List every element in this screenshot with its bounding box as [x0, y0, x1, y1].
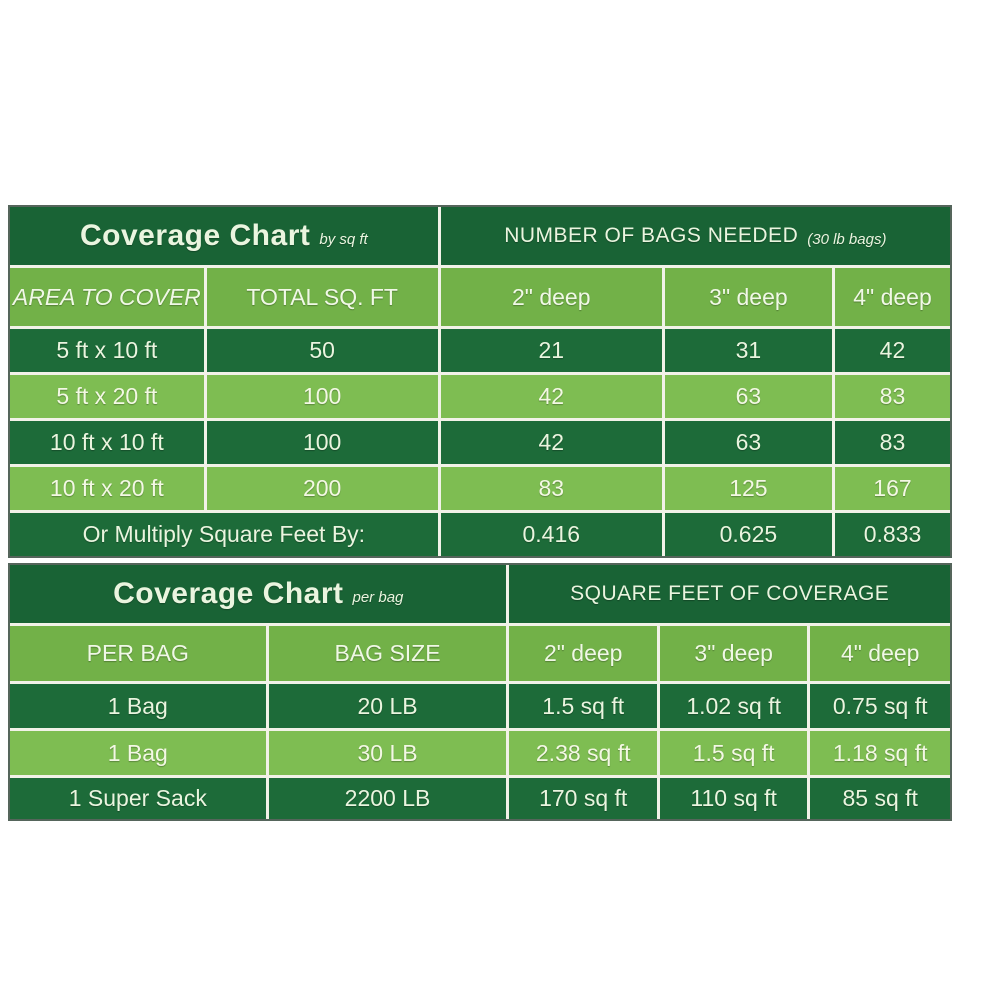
column-header-3in-deep: 3" deep [665, 268, 832, 326]
table-cell: 5 ft x 10 ft [10, 329, 204, 372]
table-cell: 63 [665, 421, 832, 464]
column-header-bag-size: BAG SIZE [269, 626, 507, 681]
table2-title: Coverage Chart [113, 577, 344, 610]
multiplier-value-2in: 0.416 [441, 513, 662, 556]
table1-title-cell [10, 207, 438, 265]
multiplier-value-4in: 0.833 [835, 513, 950, 556]
table2-group-header: SQUARE FEET OF COVERAGE [570, 582, 890, 605]
table1-title-note: by sq ft [319, 230, 368, 248]
column-header-2in-deep: 2" deep [509, 626, 656, 681]
table-cell: 21 [441, 329, 662, 372]
table-cell: 1 Super Sack [10, 778, 266, 819]
column-header-3in-deep: 3" deep [660, 626, 807, 681]
table-cell: 42 [441, 421, 662, 464]
table-cell: 1 Bag [10, 684, 266, 728]
table-cell: 1.5 sq ft [660, 731, 807, 775]
multiplier-value-3in: 0.625 [665, 513, 832, 556]
table-cell: 1.5 sq ft [509, 684, 656, 728]
table-cell: 2200 LB [269, 778, 507, 819]
table-cell: 50 [207, 329, 438, 372]
table-cell: 167 [835, 467, 950, 510]
table-cell: 31 [665, 329, 832, 372]
table1-group-header: NUMBER OF BAGS NEEDED [504, 224, 799, 247]
table1-title: Coverage Chart [79, 219, 311, 252]
table-cell: 83 [835, 375, 950, 418]
table-cell: 83 [441, 467, 662, 510]
table-cell: 100 [207, 375, 438, 418]
table-cell: 1.18 sq ft [810, 731, 950, 775]
table-cell: 125 [665, 467, 832, 510]
multiplier-label: Or Multiply Square Feet By: [10, 513, 438, 556]
tables-container [8, 205, 952, 821]
column-header-per-bag: PER BAG [10, 626, 266, 681]
table-cell: 100 [207, 421, 438, 464]
table-cell: 1.02 sq ft [660, 684, 807, 728]
coverage-per-bag-table [8, 563, 952, 821]
table-cell: 10 ft x 10 ft [10, 421, 204, 464]
table-cell: 63 [665, 375, 832, 418]
table-cell: 200 [207, 467, 438, 510]
table2-group-header-cell [509, 565, 950, 623]
table-cell: 83 [835, 421, 950, 464]
table-cell: 30 LB [269, 731, 507, 775]
coverage-by-sqft-table [8, 205, 952, 558]
table-cell: 1 Bag [10, 731, 266, 775]
column-header-2in-deep: 2" deep [441, 268, 662, 326]
table-cell: 10 ft x 20 ft [10, 467, 204, 510]
table-cell: 42 [835, 329, 950, 372]
table-cell: 110 sq ft [660, 778, 807, 819]
table-cell: 5 ft x 20 ft [10, 375, 204, 418]
table1-group-header-note: (30 lb bags) [807, 230, 887, 248]
table-cell: 2.38 sq ft [509, 731, 656, 775]
table-cell: 85 sq ft [810, 778, 950, 819]
column-header-4in-deep: 4" deep [835, 268, 950, 326]
column-header-area-to-cover: AREA TO COVER [10, 268, 204, 326]
table2-title-cell [10, 565, 506, 623]
table-cell: 42 [441, 375, 662, 418]
table-cell: 0.75 sq ft [810, 684, 950, 728]
table-cell: 170 sq ft [509, 778, 656, 819]
table1-group-header-cell [441, 207, 950, 265]
column-header-total-sq-ft: TOTAL SQ. FT [207, 268, 438, 326]
table-cell: 20 LB [269, 684, 507, 728]
column-header-4in-deep: 4" deep [810, 626, 950, 681]
table2-title-note: per bag [352, 588, 404, 606]
